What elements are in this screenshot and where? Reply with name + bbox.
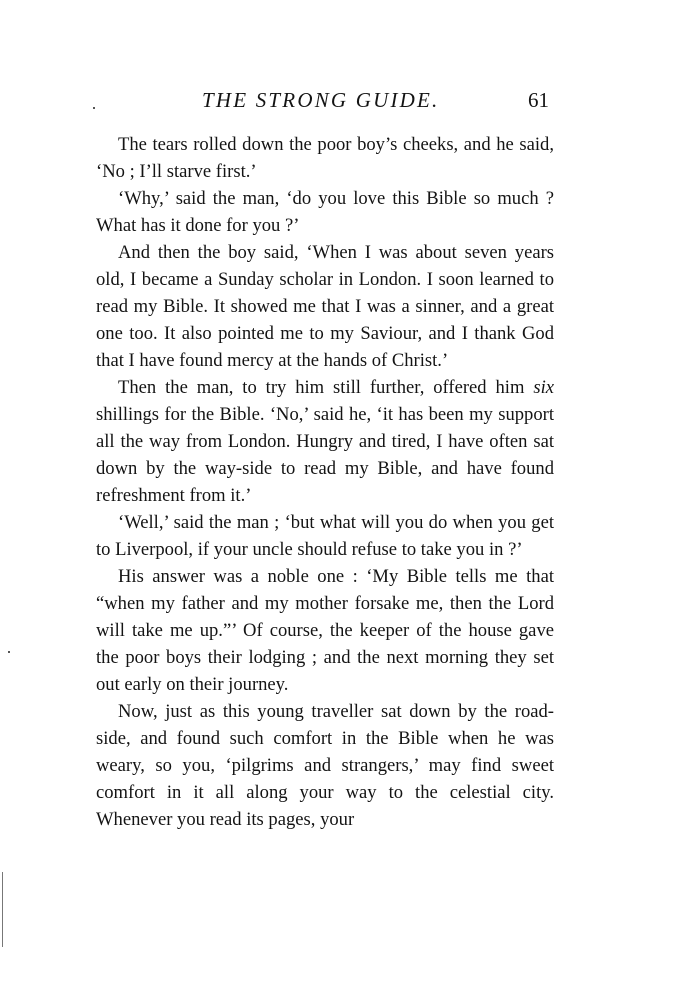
paragraph-5: ‘Well,’ said the man ; ‘but what will you do when you get to Liverpool, if your uncle should refuse to take you in ?’ <box>96 512 554 560</box>
paragraph-3: And then the boy said, ‘When I was about seven years old, I became a Sunday scholar in London. I soon learned to read my Bible. It showed me that I was a sinner, and a great one too. It also pointed me to my Saviour, and I thank God that I have found mercy at the hands of Christ.’ <box>96 242 554 371</box>
paragraph-4-italic: six <box>533 377 554 398</box>
scan-dot <box>8 651 10 653</box>
scan-dot <box>93 107 95 109</box>
paragraph-7: Now, just as this young traveller sat down by the road-side, and found such comfort in the Bible when he was weary, so you, ‘pilgrims and strangers,’ may find sweet comfort in it all along your way to the celestial city. Whenever you read its pages, your <box>96 701 554 830</box>
paragraph-2: ‘Why,’ said the man, ‘do you love this Bible so much ? What has it done for you ?’ <box>96 188 554 236</box>
paragraph-6: His answer was a noble one : ‘My Bible tells me that “when my father and my mother forsake me, then the Lord will take me up.”’ Of course, the keeper of the house gave the poor boys their lodging ; and the next morning they set out early on their journey. <box>96 566 554 695</box>
scan-edge-line <box>2 872 3 947</box>
paragraph-4 <box>96 374 554 509</box>
body-text <box>96 131 554 833</box>
paragraph-4-before: Then the man, to try him still further, offered him <box>118 377 525 398</box>
paragraph-1: The tears rolled down the poor boy’s cheeks, and he said, ‘No ; I’ll starve first.’ <box>96 134 554 182</box>
running-title: THE STRONG GUIDE. <box>202 88 440 112</box>
page-header <box>0 88 675 122</box>
paragraph-4-after: shillings for the Bible. ‘No,’ said he, ‘it has been my support all the way from London. Hungry and tired, I have often sat down by the way-side to read my Bible, and have found refreshment from it.’ <box>96 404 554 506</box>
page-number: 61 <box>528 88 549 112</box>
